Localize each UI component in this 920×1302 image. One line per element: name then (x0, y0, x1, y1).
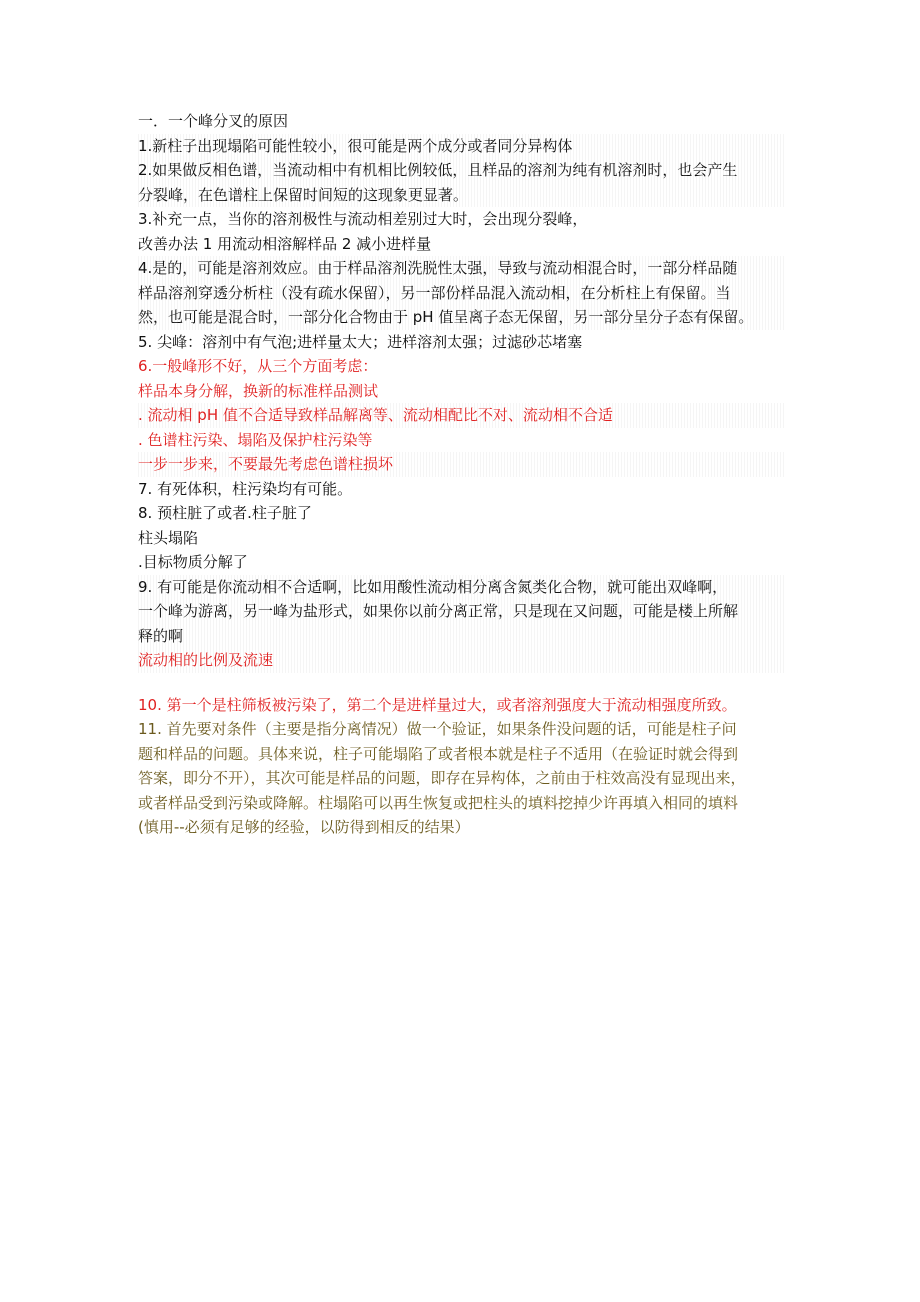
spacer (138, 673, 786, 693)
answer-6-item-1: 样品本身分解，换新的标准样品测试 (138, 381, 379, 400)
answer-8-column-collapse: 柱头塌陷 (138, 528, 199, 547)
answer-9-line-1: 9. 有可能是你流动相不合适啊，比如用酸性流动相分离含氮类化合物，就可能出双峰啊， (138, 575, 786, 600)
answer-11-line-1: 11. 首先要对条件（主要是指分离情况）做一个验证，如果条件没问题的话，可能是柱子问 (138, 720, 737, 738)
answer-1: 1.新柱子出现塌陷可能性较小，很可能是两个成分或者同分异构体 (138, 134, 786, 159)
answer-11-line-3: 答案，即分不开），其次可能是样品的问题，即存在异构体，之前由于柱效高没有显现出来， (138, 769, 746, 787)
answer-3-line-1: 3.补充一点，当你的溶剂极性与流动相差别过大时，会出现分裂峰， (138, 210, 588, 228)
answer-10-text: 10. 第一个是柱筛板被污染了，第二个是进样量过大，或者溶剂强度大于流动相强度所致。 (138, 695, 737, 714)
answer-11-line-5: (慎用--必须有足够的经验，以防得到相反的结果） (138, 818, 470, 836)
answer-10 (138, 693, 786, 718)
answer-9-line-3: 释的啊 (138, 624, 786, 649)
answer-3-remedy: 改善办法 1 用流动相溶解样品 2 减小进样量 (138, 234, 432, 253)
answer-11-line-4: 或者样品受到污染或降解。柱塌陷可以再生恢复或把柱头的填料挖掉少许再填入相同的填料 (138, 793, 739, 812)
answer-11-line-2: 题和样品的问题。具体来说，柱子可能塌陷了或者根本就是柱子不适用（在验证时就会得到 (138, 744, 739, 763)
answer-4-line-3: 然，也可能是混合时，一部分化合物由于 pH 值呈离子态无保留，另一部分呈分子态有保留。 (138, 305, 786, 330)
answer-5: 5. 尖峰：溶剂中有气泡;进样量太大；进样溶剂太强；过滤砂芯堵塞 (138, 332, 583, 351)
answer-8-decomposition: .目标物质分解了 (138, 553, 248, 571)
answer-6-item-3: . 色谱柱污染、塌陷及保护柱污染等 (138, 430, 373, 449)
answer-6-heading: 6.一般峰形不好，从三个方面考虑： (138, 357, 378, 375)
answer-2-line-2: 分裂峰，在色谱柱上保留时间短的这现象更显著。 (138, 183, 786, 208)
answer-9-line-2: 一个峰为游离，另一峰为盐形式，如果你以前分离正常，只是现在又问题，可能是楼上所解 (138, 599, 786, 624)
section-heading: 一．一个峰分叉的原因 (138, 112, 289, 130)
answer-4-line-1: 4.是的，可能是溶剂效应。由于样品溶剂洗脱性太强，导致与流动相混合时，一部分样品随 (138, 256, 786, 281)
document-body (138, 109, 786, 840)
answer-7: 7. 有死体积，柱污染均有可能。 (138, 479, 353, 498)
answer-6-item-2: . 流动相 pH 值不合适导致样品解离等、流动相配比不对、流动相不合适 (138, 403, 786, 428)
answer-2-line-1: 2.如果做反相色谱，当流动相中有机相比例较低，且样品的溶剂为纯有机溶剂时，也会产生 (138, 158, 786, 183)
mobile-phase-ratio-note: 流动相的比例及流速 (138, 648, 786, 673)
answer-6-advice: 一步一步来，不要最先考虑色谱柱损坏 (138, 452, 786, 477)
answer-4-line-2: 样品溶剂穿透分析柱（没有疏水保留），另一部份样品混入流动相，在分析柱上有保留。当 (138, 281, 786, 306)
answer-8: 8. 预柱脏了或者.柱子脏了 (138, 504, 312, 522)
